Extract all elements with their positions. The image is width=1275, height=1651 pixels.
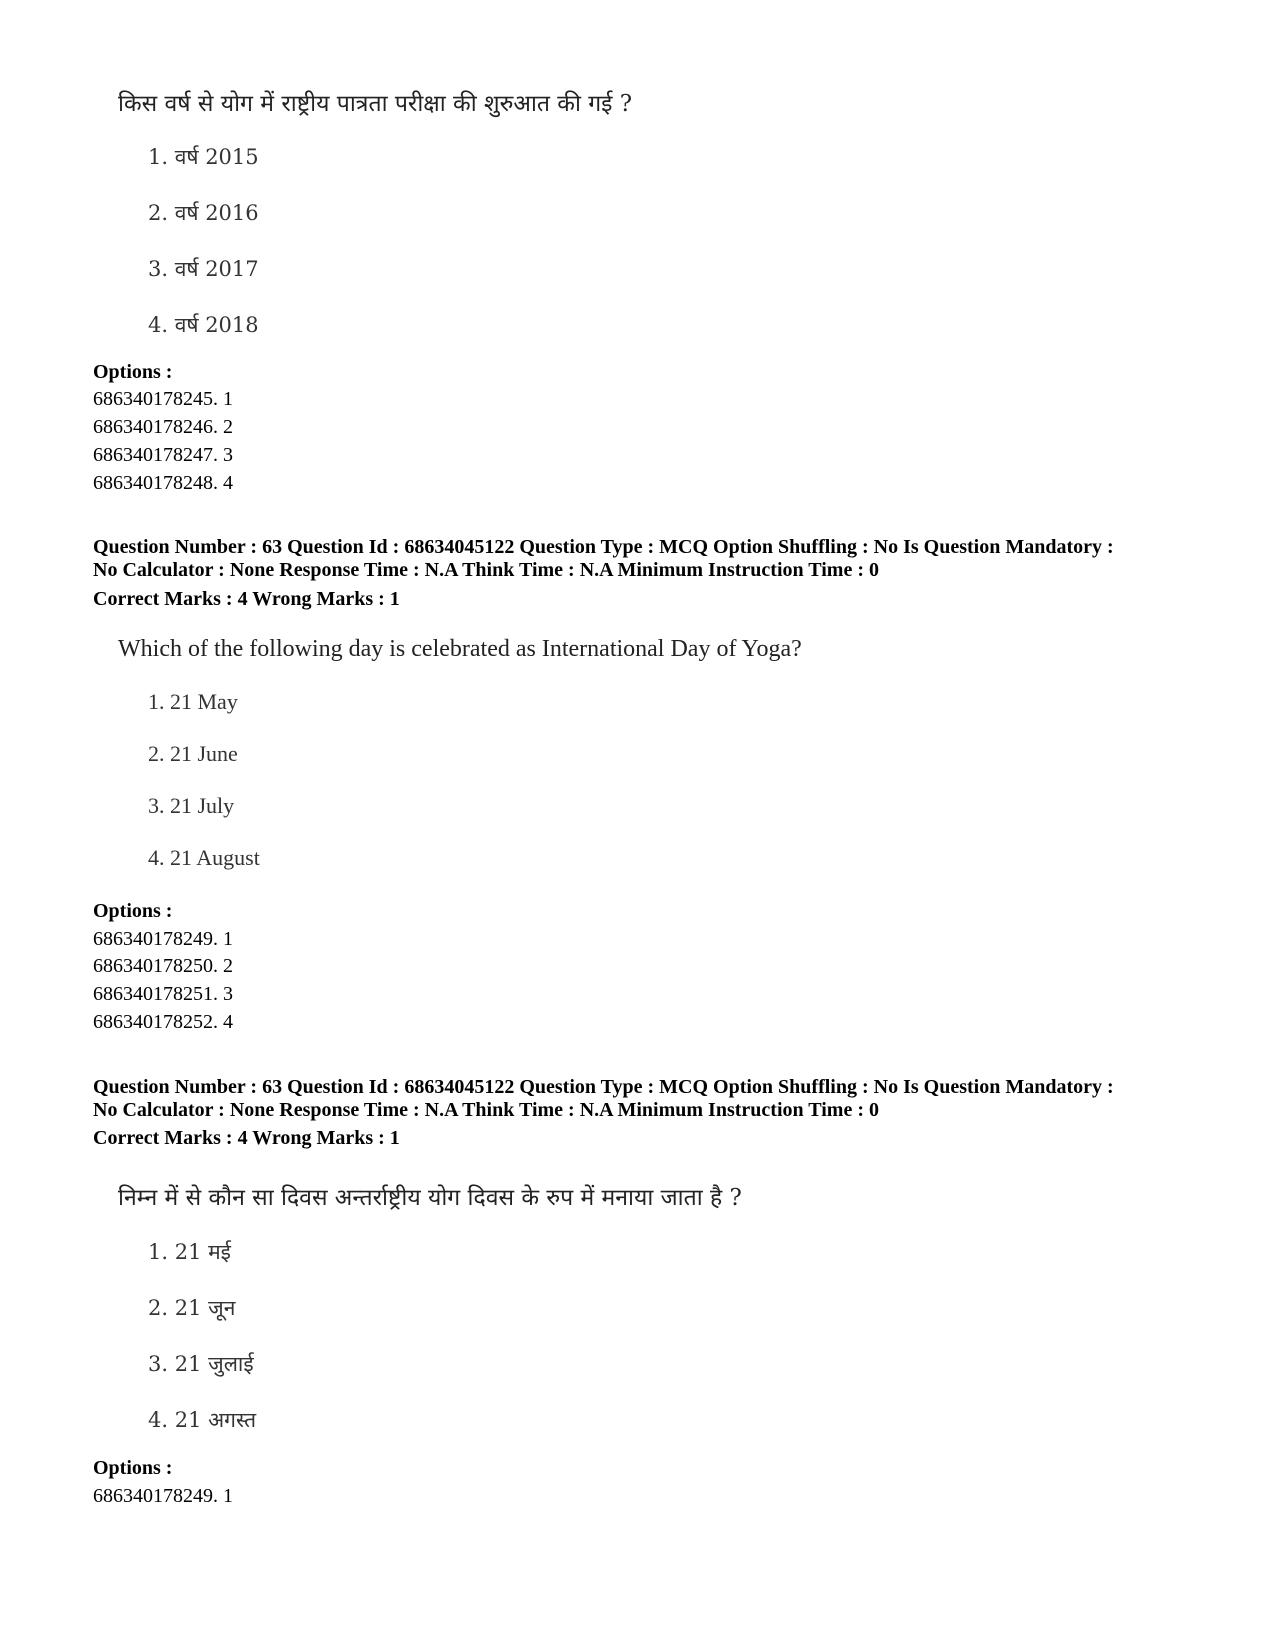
choice-4: 4. 21 August — [148, 845, 260, 870]
question-text-hindi: निम्न में से कौन सा दिवस अन्तर्राष्ट्रीय योग दिवस के रुप में मनाया जाता है ? — [118, 1185, 742, 1211]
options-label: Options : — [93, 361, 173, 383]
choice-3: 3. 21 जुलाई — [148, 1352, 254, 1376]
question-text-hindi: किस वर्ष से योग में राष्ट्रीय पात्रता परीक्षा की शुरुआत की गई ? — [118, 91, 633, 117]
question-meta-line1: Question Number : 63 Question Id : 68634045122 Question Type : MCQ Option Shuffling : No Is Question Mandatory : — [93, 1076, 1114, 1098]
choice-2: 2. 21 June — [148, 741, 238, 766]
question-meta-line1: Question Number : 63 Question Id : 68634045122 Question Type : MCQ Option Shuffling : No Is Question Mandatory : — [93, 536, 1114, 558]
choice-3: 3. वर्ष 2017 — [148, 257, 259, 281]
choice-1: 1. वर्ष 2015 — [148, 145, 259, 169]
option-id-line: 686340178247. 3 — [93, 444, 233, 466]
question-meta-line2: No Calculator : None Response Time : N.A Think Time : N.A Minimum Instruction Time : 0 — [93, 1099, 879, 1121]
option-id-line: 686340178251. 3 — [93, 983, 233, 1005]
option-id-line: 686340178248. 4 — [93, 472, 233, 494]
options-label: Options : — [93, 1457, 173, 1479]
question-meta-line2: No Calculator : None Response Time : N.A Think Time : N.A Minimum Instruction Time : 0 — [93, 559, 879, 581]
option-id-line: 686340178246. 2 — [93, 416, 233, 438]
option-id-line: 686340178249. 1 — [93, 928, 233, 950]
choice-3: 3. 21 July — [148, 793, 235, 818]
option-id-line: 686340178252. 4 — [93, 1011, 233, 1033]
choice-1: 1. 21 मई — [148, 1240, 231, 1264]
option-id-line: 686340178250. 2 — [93, 955, 233, 977]
question-marks: Correct Marks : 4 Wrong Marks : 1 — [93, 1127, 400, 1149]
choice-4: 4. वर्ष 2018 — [148, 313, 259, 337]
question-text-english: Which of the following day is celebrated as International Day of Yoga? — [118, 636, 802, 662]
option-id-line: 686340178245. 1 — [93, 388, 233, 410]
choice-4: 4. 21 अगस्त — [148, 1408, 257, 1432]
choice-2: 2. 21 जून — [148, 1296, 236, 1320]
question-marks: Correct Marks : 4 Wrong Marks : 1 — [93, 588, 400, 610]
option-id-line: 686340178249. 1 — [93, 1485, 233, 1507]
options-label: Options : — [93, 900, 173, 922]
choice-2: 2. वर्ष 2016 — [148, 201, 259, 225]
choice-1: 1. 21 May — [148, 689, 238, 714]
